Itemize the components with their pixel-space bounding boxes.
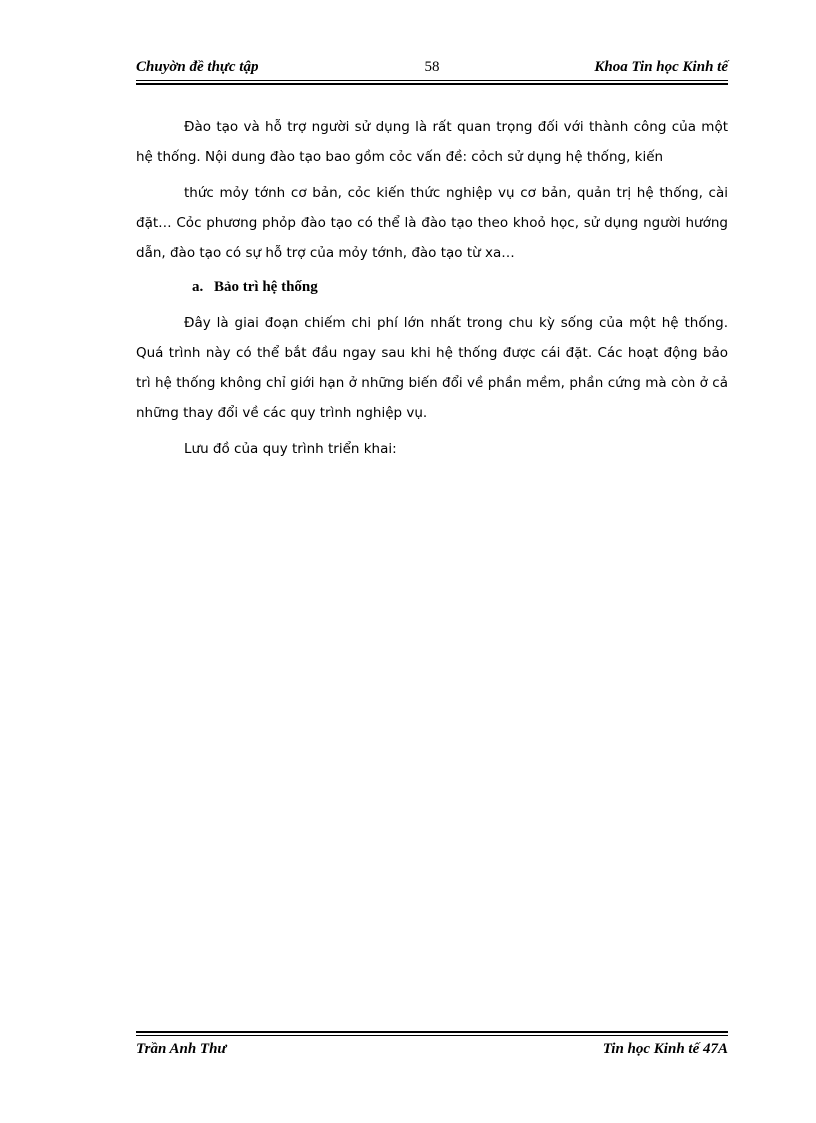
heading-marker: a.: [192, 279, 204, 295]
page-body: [136, 112, 728, 464]
page-header: [136, 57, 728, 79]
section-heading-maintenance: [136, 272, 728, 302]
header-department: Khoa Tin học Kinh tế: [594, 59, 728, 75]
page-number: 58: [424, 59, 440, 75]
paragraph-training-continued: thức mỏy tớnh cơ bản, cỏc kiến thức nghiệp vụ cơ bản, quản trị hệ thống, cài đặt… Cỏc phương phỏp đào tạo có thể là đào tạo theo khoỏ học, sử dụng người hướng dẫn, đào tạo có sự hỗ trợ của mỏy tớnh, đào tạo từ xa…: [136, 185, 728, 261]
paragraph-maintenance: Đây là giai đoạn chiếm chi phí lớn nhất trong chu kỳ sống của một hệ thống. Quá trình này có thể bắt đầu ngay sau khi hệ thống được cái đặt. Các hoạt động bảo trì hệ thống không chỉ giới hạn ở những biến đổi về phần mềm, phần cứng mà còn ở cả những thay đổi về các quy trình nghiệp vụ.: [136, 315, 728, 421]
heading-text: Bảo trì hệ thống: [214, 279, 318, 295]
paragraph-training: Đào tạo và hỗ trợ người sử dụng là rất quan trọng đối với thành công của một hệ thống. Nội dung đào tạo bao gồm cỏc vấn đề: cỏch sử dụng hệ thống, kiến: [136, 119, 728, 165]
footer-author: Trần Anh Thư: [136, 1041, 227, 1057]
footer-rule-top: [136, 1031, 728, 1033]
header-document-type: Chuyờn đề thực tập: [136, 59, 259, 75]
footer-rule-bottom: [136, 1035, 728, 1036]
paragraph-flowchart-intro: Lưu đồ của quy trình triển khai:: [184, 441, 397, 457]
footer-class: Tin học Kinh tế 47A: [602, 1041, 728, 1057]
header-rule-top: [136, 80, 728, 81]
header-rule-bottom: [136, 83, 728, 85]
